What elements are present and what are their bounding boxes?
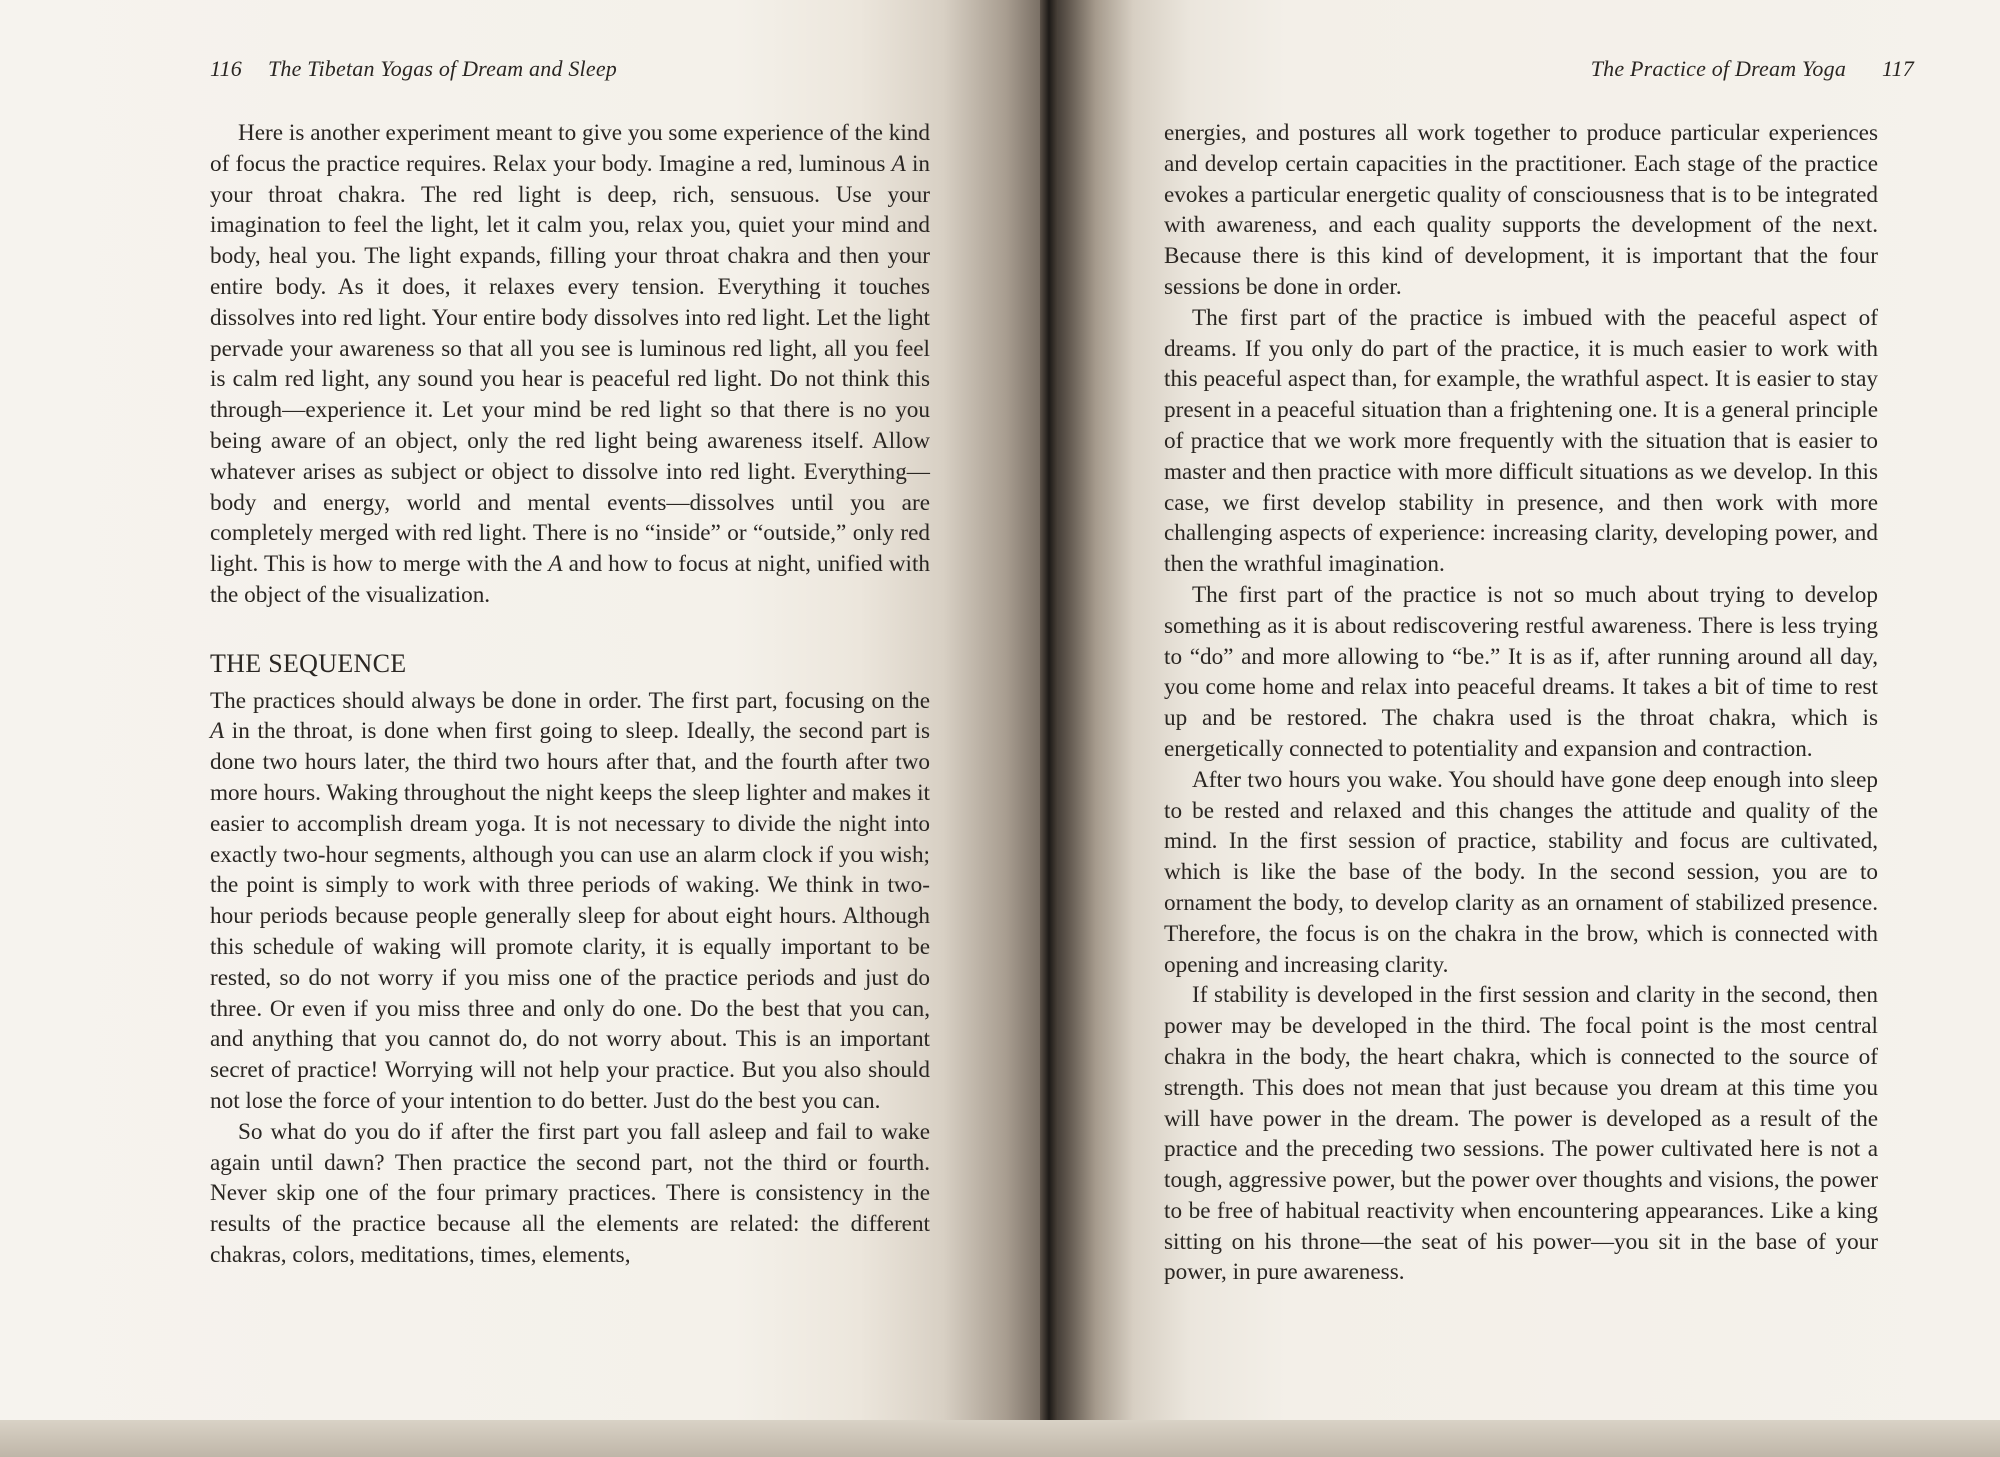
left-text-block bbox=[210, 118, 930, 1271]
right-running-title: The Practice of Dream Yoga bbox=[1590, 56, 1847, 81]
paragraph-fall-asleep: So what do you do if after the first part you fall asleep and fail to wake again until dawn? Then practice the second part, not the third or fourth. Never skip one of the four primary practices. There is consistency in the results of the practice because all the elements are related: the different chakras, colors, meditations, times, elements, bbox=[210, 1118, 930, 1268]
paragraph-sequence: The practices should always be done in order. The first part, focusing on the A in the throat, is done when first going to sleep. Ideally, the second part is done two hours later, the third two hours after that, and the fourth after two more hours. Waking throughout the night keeps the sleep lighter and makes it easier to accomplish dream yoga. It is not necessary to divide the night into exactly two-hour segments, although you can use an alarm clock if you wish; the point is simply to work with three periods of waking. We think in two-hour periods because people generally sleep for about eight hours. Although this schedule of waking will promote clarity, it is equally important to be rested, so do not worry if you miss one of the practice periods and just do three. Or even if you miss three and only do one. Do the best that you can, and anything that you cannot do, do not worry about. This is an important secret of practice! Worrying will not help your practice. But you also should not lose the force of your intention to do better. Just do the best you can. bbox=[210, 687, 930, 1114]
book-gutter bbox=[1040, 0, 1058, 1457]
right-page-number: 117 bbox=[1882, 56, 1914, 81]
right-text-block bbox=[1164, 118, 1878, 1288]
paragraph-power: If stability is developed in the first session and clarity in the second, then power may be developed in the third. The focal point is the most central chakra in the body, the heart chakra, which is connected to the source of strength. This does not mean that just because you dream at this time you will have power in the dream. The power is developed as a result of the practice and the preceding two sessions. The power cultivated here is not a tough, aggressive power, but the power over thoughts and visions, the power to be free of habitual reactivity when encountering appearances. Like a king sitting on his throne—the seat of his power—you sit in the base of your power, in pure awareness. bbox=[1164, 982, 1878, 1286]
paragraph-experiment: Here is another experiment meant to give you some experience of the kind of focus the practice requires. Relax your body. Imagine a red, luminous A in your throat chakra. The red light is deep, rich, sensuous. Use your imagination to feel the light, let it calm you, relax you, quiet your mind and body, heal you. The light expands, filling your throat chakra and then your entire body. As it does, it relaxes every tension. Everything it touches dissolves into red light. Your entire body dissolves into red light. Let the light pervade your awareness so that all you see is luminous red light, all you feel is calm red light, any sound you hear is peaceful red light. Do not think this through—experience it. Let your mind be red light so that there is no you being aware of an object, only the red light being awareness itself. Allow whatever arises as subject or object to dissolve into red light. Everything—body and energy, world and mental events—dissolves until you are completely merged with red light. There is no “inside” or “outside,” only red light. This is how to merge with the A and how to focus at night, unified with the object of the visualization. bbox=[210, 120, 930, 608]
paragraph-restful-awareness: The first part of the practice is not so much about trying to develop something as it is about rediscovering restful awareness. There is less trying to “do” and more allowing to “be.” It is as if, after running around all day, you come home and relax into peaceful dreams. It takes a bit of time to rest up and be restored. The chakra used is the throat chakra, which is energetically connected to potentiality and expansion and contraction. bbox=[1164, 581, 1878, 762]
section-heading-sequence: THE SEQUENCE bbox=[210, 648, 407, 678]
paragraph-peaceful-aspect: The first part of the practice is imbued with the peaceful aspect of dreams. If you only do part of the practice, it is much easier to work with this peaceful aspect than, for example, the wrathful aspect. It is easier to stay present in a peaceful situation than a frightening one. It is a general principle of practice that we work more frequently with the situation that is easier to master and then practice with more difficult situations as we develop. In this case, we first develop stability in presence, and then work with more challenging aspects of experience: increasing clarity, developing power, and then the wrathful imagination. bbox=[1164, 304, 1878, 578]
left-running-title: The Tibetan Yogas of Dream and Sleep bbox=[267, 56, 617, 81]
right-running-head bbox=[1591, 56, 1914, 82]
left-running-head bbox=[210, 56, 617, 82]
page-bottom-edge bbox=[0, 1420, 2000, 1457]
paragraph-two-hours: After two hours you wake. You should have gone deep enough into sleep to be rested and relaxed and this changes the attitude and quality of the mind. In the first session of practice, stability and focus are cultivated, which is like the base of the body. In the second session, you are to ornament the body, to develop clarity as an ornament of stabilized presence. Therefore, the focus is on the chakra in the brow, which is connected with opening and increasing clarity. bbox=[1164, 766, 1878, 978]
paragraph-energies: energies, and postures all work together to produce particular experiences and develop certain capacities in the practitioner. Each stage of the practice evokes a particular energetic quality of consciousness that is to be integrated with awareness, and each quality supports the development of the next. Because there is this kind of development, it is important that the four sessions be done in order. bbox=[1164, 120, 1878, 300]
left-page-number: 116 bbox=[210, 56, 242, 81]
